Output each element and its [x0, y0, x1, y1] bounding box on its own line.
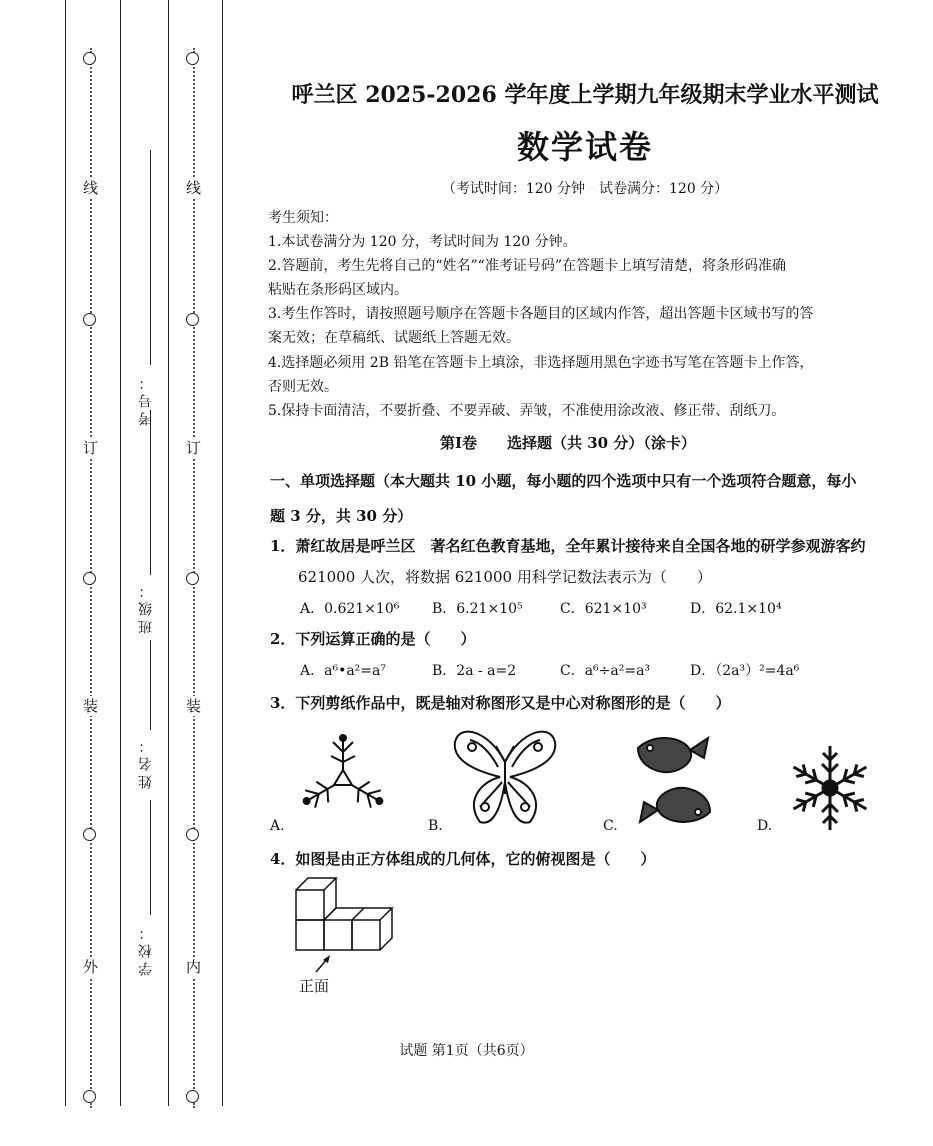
margin-mark-zhuang: 装 [186, 697, 202, 715]
papercut-d-snowflake-image [782, 740, 878, 836]
notice-line: 1.本试卷满分为 120 分，考试时间为 120 分钟。 [268, 234, 577, 250]
field-blank-school[interactable] [150, 800, 151, 915]
q3-option-b[interactable]: B. [428, 818, 443, 834]
q2-option-a[interactable]: A．a⁶•a²=a⁷ [300, 663, 386, 679]
q3-option-c[interactable]: C. [603, 818, 618, 834]
notice-heading: 考生须知： [268, 210, 338, 226]
cube-solid-diagram [292, 872, 402, 957]
punch-hole-circle [83, 572, 96, 585]
field-blank-name[interactable] [150, 640, 151, 730]
punch-hole-circle [83, 52, 96, 65]
exam-subtitle: 数学试卷 [516, 128, 653, 166]
exam-info: （考试时间：120 分钟 试卷满分：120 分） [441, 181, 729, 197]
front-view-label: 正面 [299, 977, 330, 995]
notice-line: 2.答题前，考生先将自己的“姓名”“准考证号码”在答题卡上填写清楚，将条形码准确 [268, 258, 786, 274]
punch-hole-circle [186, 828, 199, 841]
field-label-class: 班级： [138, 580, 154, 634]
margin-mark-xian: 线 [186, 179, 202, 197]
notice-line: 案无效；在草稿纸、试题纸上答题无效。 [268, 330, 520, 346]
page-footer: 试题 第1页（共6页） [399, 1043, 534, 1059]
field-label-exam-number: 考号： [138, 372, 154, 426]
field-label-school: 学校： [138, 922, 154, 976]
papercut-b-butterfly-image [450, 722, 560, 830]
punch-hole-circle [186, 52, 199, 65]
punch-hole-circle [186, 572, 199, 585]
notice-line: 粘贴在条形码区域内。 [268, 282, 408, 298]
punch-hole-circle [83, 828, 96, 841]
margin-mark-ding: 订 [83, 439, 99, 457]
question-2: 2．下列运算正确的是（ ） [270, 630, 476, 648]
q2-option-d[interactable]: D．（2a³）²=4a⁶ [690, 663, 800, 679]
notice-line: 否则无效。 [268, 379, 338, 395]
q1-option-b[interactable]: B．6.21×10⁵ [432, 601, 523, 617]
notice-line: 5.保持卡面清洁，不要折叠、不要弄破、弄皱，不准使用涂改液、修正带、刮纸刀。 [268, 403, 786, 419]
field-blank-exam-number[interactable] [150, 150, 151, 365]
margin-rule-1 [65, 0, 66, 1106]
margin-mark-zhuang: 装 [83, 697, 99, 715]
q1-option-c[interactable]: C．621×10³ [560, 601, 647, 617]
punch-hole-circle [83, 313, 96, 326]
q2-option-b[interactable]: B．2a - a=2 [432, 663, 517, 679]
q2-option-c[interactable]: C．a⁶÷a²=a³ [560, 663, 651, 679]
punch-hole-circle [83, 1090, 96, 1103]
punch-hole-circle [186, 313, 199, 326]
part-heading-cont: 题 3 分，共 30 分） [270, 507, 413, 525]
question-1: 1．萧红故居是呼兰区 著名红色教育基地，全年累计接待来自全国各地的研学参观游客约 [270, 537, 866, 555]
q3-option-d[interactable]: D. [757, 818, 773, 834]
notice-line: 3.考生作答时，请按照题号顺序在答题卡各题目的区域内作答，超出答题卡区域书写的答 [268, 306, 814, 322]
part-heading: 一、单项选择题（本大题共 10 小题，每小题的四个选项中只有一个选项符合题意，每小 [270, 472, 857, 490]
exam-title: 呼兰区 2025-2026 学年度上学期九年级期末学业水平测试 [291, 82, 879, 108]
margin-mark-nei: 内 [186, 958, 202, 976]
section-title: 第Ⅰ卷 选择题（共 30 分）（涂卡） [440, 434, 696, 452]
margin-rule-4 [222, 0, 223, 1106]
margin-mark-ding: 订 [186, 439, 202, 457]
question-1-cont: 621000 人次，将数据 621000 用科学记数法表示为（ ） [298, 568, 712, 586]
notice-line: 4.选择题必须用 2B 铅笔在答题卡上填涂，非选择题用黑色字迹书写笔在答题卡上作答， [268, 355, 814, 371]
front-arrow-icon [312, 952, 336, 976]
punch-hole-circle [186, 1090, 199, 1103]
margin-mark-xian: 线 [83, 179, 99, 197]
margin-mark-wai: 外 [83, 958, 99, 976]
q1-option-a[interactable]: A．0.621×10⁶ [300, 601, 400, 617]
question-4: 4．如图是由正方体组成的几何体，它的俯视图是（ ） [270, 850, 656, 868]
papercut-c-fish-image [628, 728, 720, 832]
papercut-a-image [298, 730, 388, 830]
question-3: 3．下列剪纸作品中，既是轴对称图形又是中心对称图形的是（ ） [270, 694, 731, 712]
field-blank-class[interactable] [150, 410, 151, 575]
q3-option-a[interactable]: A. [270, 818, 285, 834]
margin-rule-2 [120, 0, 121, 1106]
q1-option-d[interactable]: D．62.1×10⁴ [690, 601, 782, 617]
margin-rule-3 [168, 0, 169, 1106]
field-label-name: 姓名： [138, 735, 154, 789]
